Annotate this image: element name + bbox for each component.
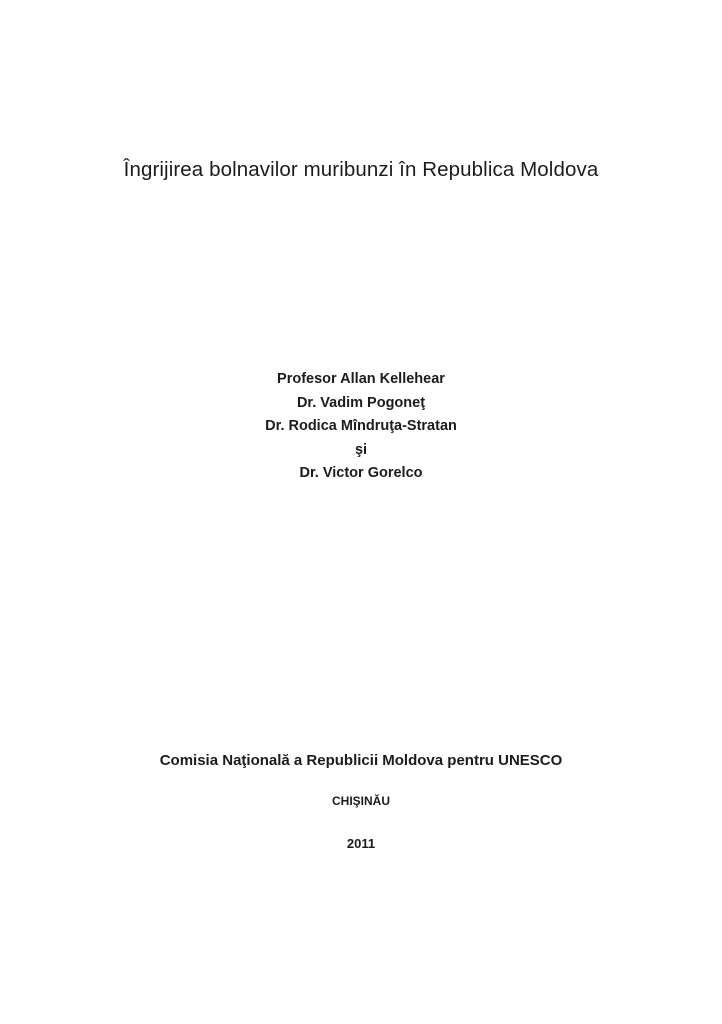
publication-city: CHIŞINĂU [331,794,390,808]
authors-block [0,368,722,486]
author-3: Dr. Rodica Mîndruţa-Stratan [265,418,457,434]
author-1: Profesor Allan Kellehear [277,371,445,387]
publication-year: 2011 [346,836,376,851]
author-conjunction: şi [354,441,368,458]
author-4: Dr. Victor Gorelco [299,465,423,481]
author-2: Dr. Vadim Pogoneţ [296,394,426,411]
publisher: Comisia Naţională a Republicii Moldova pentru UNESCO [159,752,563,769]
book-title: Îngrijirea bolnavilor muribunzi în Republica Moldova [123,158,599,181]
